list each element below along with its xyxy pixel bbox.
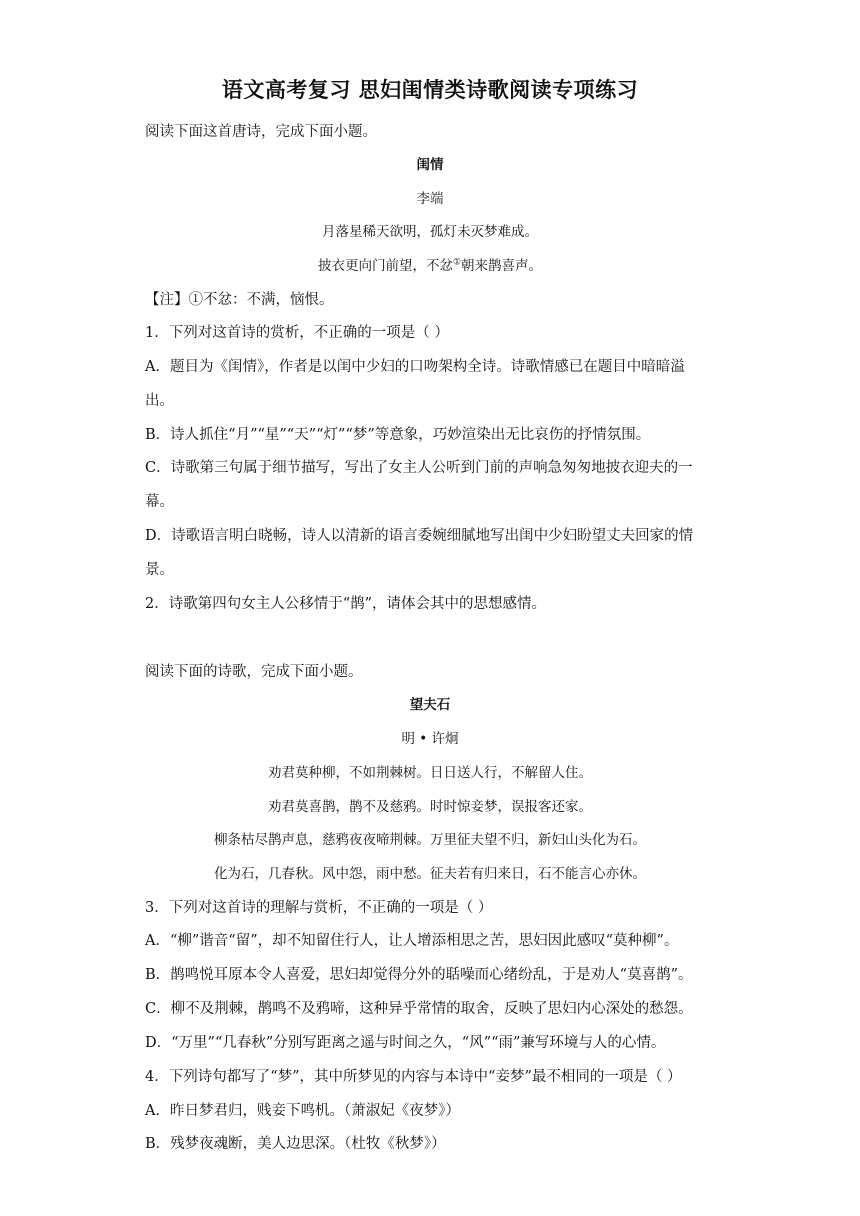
- option-b: B．残梦夜魂断，美人边思深。（杜牧《秋梦》）: [145, 1136, 446, 1152]
- poem1-line-part: 朝来鹊喜声。: [461, 258, 543, 274]
- option-c: C．诗歌第三句属于细节描写，写出了女主人公听到门前的声响急匆匆地披衣迎夫的一: [145, 460, 693, 476]
- option-d: D．“万里”“几春秋”分别写距离之遥与时间之久，“风”“雨”兼写环境与人的心情。: [145, 1035, 666, 1051]
- option-c: C．柳不及荆棘，鹊鸣不及鸦啼，这种异乎常情的取舍，反映了思妇内心深处的愁怨。: [145, 1001, 693, 1017]
- document-title: 语文高考复习 思妇闺情类诗歌阅读专项练习: [221, 78, 639, 102]
- option-d-cont: 景。: [145, 562, 174, 578]
- poem2-author: 明 • 许炯: [401, 731, 459, 747]
- section1-intro: 阅读下面这首唐诗，完成下面小题。: [145, 124, 377, 140]
- poem2-line: 柳条枯尽鹊声息，慈鸦夜夜啼荆棘。万里征夫望不归，新妇山头化为石。: [214, 832, 646, 848]
- option-a: A．题目为《闺情》，作者是以闺中少妇的口吻架构全诗。诗歌情感已在题目中暗暗溢: [145, 359, 685, 375]
- question-4: 4．下列诗句都写了“梦”，其中所梦见的内容与本诗中“妾梦”最不相同的一项是（ ）: [145, 1069, 682, 1085]
- poem1-line: [0, 254, 860, 274]
- poem2-title: 望夫石: [409, 697, 451, 713]
- question-3: 3．下列对这首诗的理解与赏析，不正确的一项是（ ）: [145, 900, 493, 916]
- option-a-cont: 出。: [145, 393, 174, 409]
- poem2-line: 劝君莫种柳，不如荆棘树。日日送人行，不解留人住。: [268, 765, 592, 781]
- question-2: 2．诗歌第四句女主人公移情于“鹊”，请体会其中的思想感情。: [145, 596, 547, 612]
- poem1-line: 月落星稀天欲明，孤灯未灭梦难成。: [322, 224, 538, 240]
- poem1-author: 李端: [416, 191, 444, 207]
- footnote: 【注】①不忿：不满，恼恨。: [145, 292, 334, 308]
- poem1-line-part: 披衣更向门前望，不忿: [317, 258, 453, 274]
- poem2-line: 劝君莫喜鹊，鹊不及慈鸦。时时惊妾梦，误报客还家。: [268, 799, 592, 815]
- option-b: B．诗人抓住“月”“星”“天”“灯”“梦”等意象，巧妙渲染出无比哀伤的抒情氛围。: [145, 427, 651, 443]
- footnote-marker: ①: [452, 257, 462, 268]
- poem1-title: 闺情: [416, 157, 444, 173]
- option-d: D．诗歌语言明白晓畅，诗人以清新的语言委婉细腻地写出闺中少妇盼望丈夫回家的情: [145, 528, 694, 544]
- question-1: 1．下列对这首诗的赏析，不正确的一项是（ ）: [145, 325, 449, 341]
- poem2-line: 化为石，几春秋。风中怨，雨中愁。征夫若有归来日，石不能言心亦休。: [214, 866, 646, 882]
- option-c-cont: 幕。: [145, 494, 174, 510]
- option-a: A．昨日梦君归，贱妾下鸣机。（萧淑妃《夜梦》）: [145, 1103, 460, 1119]
- option-b: B．鹊鸣悦耳原本令人喜爱，思妇却觉得分外的聒噪而心绪纷乱，于是劝人“莫喜鹊”。: [145, 967, 693, 983]
- option-a: A．“柳”谐音“留”，却不知留住行人，让人增添相思之苦，思妇因此感叹“莫种柳”。: [145, 933, 679, 949]
- section2-intro: 阅读下面的诗歌，完成下面小题。: [145, 664, 363, 680]
